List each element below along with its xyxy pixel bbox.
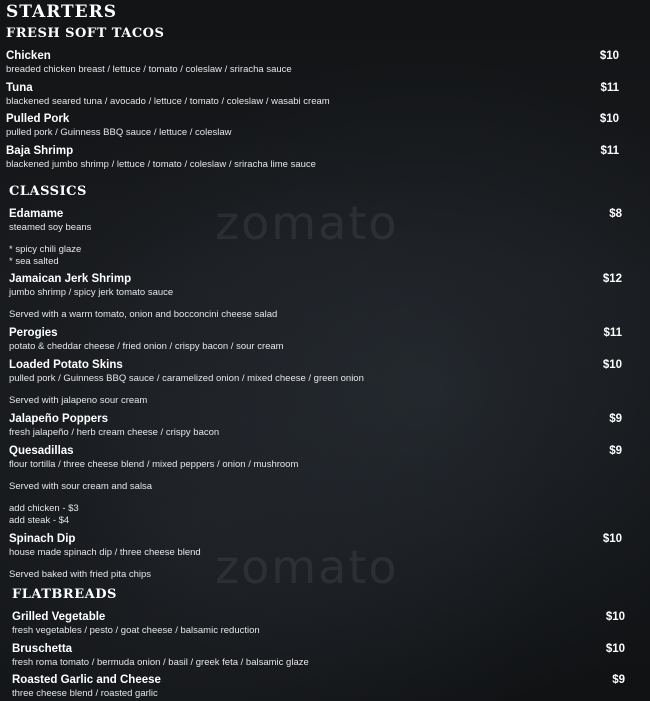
item-price: $9 [609,445,622,457]
item-note: Served baked with fried pita chips [9,569,152,580]
item-price: $10 [602,533,622,545]
item-price: $12 [602,273,622,285]
item-desc: potato & cheddar cheese / fried onion / crispy bacon / sour cream [9,341,284,352]
item-price: $9 [612,674,625,686]
item-note: add chicken - $3 [9,503,79,514]
item-desc: flour tortilla / three cheese blend / mixed peppers / onion / mushroom [9,459,299,470]
item-name: Bruschetta [12,643,73,655]
item-desc: fresh vegetables / pesto / goat cheese / balsamic reduction [12,625,260,636]
item-desc: blackened seared tuna / avocado / lettuce / tomato / coleslaw / wasabi cream [6,96,330,107]
section-title-tacos: FRESH SOFT TACOS [6,26,165,41]
item-note: Served with jalapeno sour cream [9,395,148,406]
item-name: Chicken [6,50,51,62]
item-name: Roasted Garlic and Cheese [12,674,161,686]
item-desc: blackened jumbo shrimp / lettuce / tomato / coleslaw / sriracha lime sauce [6,159,316,170]
item-desc: steamed soy beans [9,222,92,233]
section-title-starters: STARTERS [6,2,118,22]
watermark: zomato [215,540,399,594]
item-name: Grilled Vegetable [12,611,106,623]
item-desc: jumbo shrimp / spicy jerk tomato sauce [9,287,174,298]
item-price: $11 [603,327,622,339]
item-name: Tuna [6,82,33,94]
watermark: zomato [215,196,399,250]
item-name: Spinach Dip [9,533,76,545]
item-note: * sea salted [9,256,59,267]
item-price: $11 [600,145,619,157]
item-price: $10 [602,359,622,371]
item-note: add steak - $4 [9,515,70,526]
item-name: Jalapeño Poppers [9,413,109,425]
item-name: Edamame [9,208,64,220]
section-title-classics: CLASSICS [9,184,87,199]
item-note: Served with sour cream and salsa [9,481,153,492]
item-name: Baja Shrimp [6,145,74,157]
item-name: Jamaican Jerk Shrimp [9,273,132,285]
item-name: Perogies [9,327,58,339]
item-name: Quesadillas [9,445,74,457]
item-note: * spicy chili glaze [9,244,82,255]
item-desc: pulled pork / Guinness BBQ sauce / lettuce / coleslaw [6,127,232,138]
item-note: Served with a warm tomato, onion and bocconcini cheese salad [9,309,278,320]
item-desc: breaded chicken breast / lettuce / tomato / coleslaw / sriracha sauce [6,64,292,75]
item-name: Loaded Potato Skins [9,359,123,371]
item-desc: three cheese blend / roasted garlic [12,688,158,699]
item-price: $10 [605,643,625,655]
item-desc: fresh roma tomato / bermuda onion / basil / greek feta / balsamic glaze [12,657,309,668]
item-desc: fresh jalapeño / herb cream cheese / crispy bacon [9,427,220,438]
item-desc: house made spinach dip / three cheese blend [9,547,201,558]
item-price: $10 [605,611,625,623]
item-price: $8 [609,208,622,220]
item-price: $11 [600,82,619,94]
item-price: $9 [609,413,622,425]
section-title-flatbreads: FLATBREADS [12,587,117,602]
item-desc: pulled pork / Guinness BBQ sauce / caramelized onion / mixed cheese / green onion [9,373,364,384]
item-price: $10 [599,113,619,125]
item-price: $10 [599,50,619,62]
item-name: Pulled Pork [6,113,70,125]
